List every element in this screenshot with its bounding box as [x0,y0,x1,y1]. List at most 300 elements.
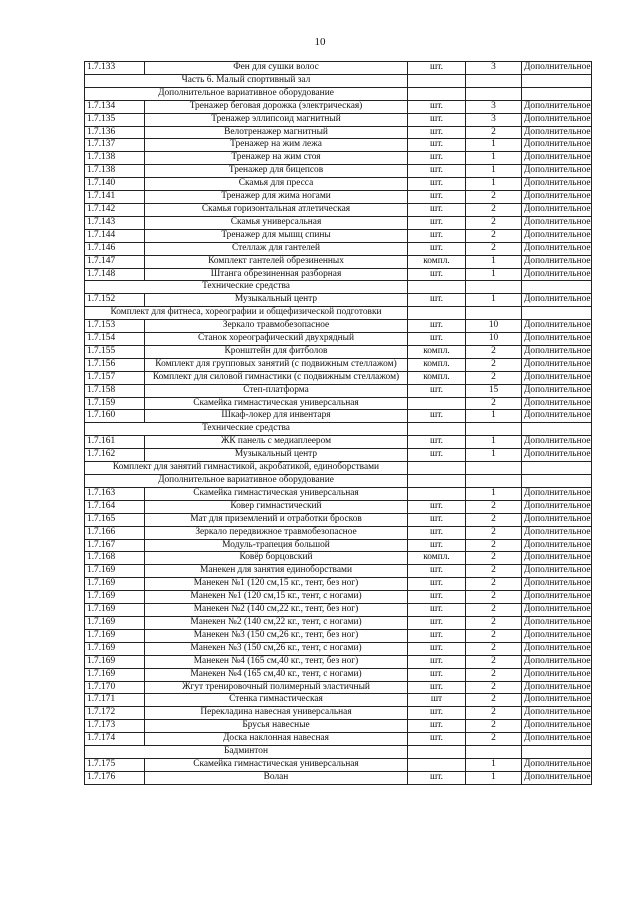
item-name: Манекен для занятия единоборствами [145,565,408,578]
item-category: Дополнительное [522,113,592,126]
table-row [85,629,592,642]
item-quantity: 10 [466,333,522,346]
empty-cell [522,475,592,488]
table-row [85,591,592,604]
table-row [85,578,592,591]
item-number: 1.7.176 [85,771,145,784]
empty-cell [408,462,466,475]
item-unit: шт. [408,203,466,216]
item-quantity: 2 [466,539,522,552]
empty-cell [522,307,592,320]
item-quantity: 2 [466,126,522,139]
item-unit: шт. [408,268,466,281]
item-name: Тренажер эллипсоид магнитный [145,113,408,126]
item-number: 1.7.133 [85,62,145,75]
item-unit: шт. [408,513,466,526]
item-number: 1.7.166 [85,526,145,539]
empty-cell [408,746,466,759]
item-number: 1.7.159 [85,397,145,410]
item-number: 1.7.173 [85,720,145,733]
item-name: Манекен №1 (120 см,15 кг., тент, с ногами) [145,591,408,604]
item-name: Тренажер для жима ногами [145,191,408,204]
item-unit: шт. [408,681,466,694]
item-number: 1.7.140 [85,178,145,191]
table-row [85,642,592,655]
item-name: Велотренажер магнитный [145,126,408,139]
table-row [85,165,592,178]
item-number: 1.7.162 [85,449,145,462]
item-unit: шт. [408,526,466,539]
table-row [85,539,592,552]
item-name: Скамья для пресса [145,178,408,191]
item-category: Дополнительное [522,513,592,526]
item-number: 1.7.141 [85,191,145,204]
item-category: Дополнительное [522,758,592,771]
item-name: Штанга обрезиненная разборная [145,268,408,281]
item-number: 1.7.169 [85,578,145,591]
item-category: Дополнительное [522,100,592,113]
item-name: Комплект гантелей обрезиненных [145,255,408,268]
item-unit: компл. [408,345,466,358]
item-quantity: 3 [466,62,522,75]
item-quantity: 1 [466,771,522,784]
item-category: Дополнительное [522,616,592,629]
item-name: Манекен №4 (165 см,40 кг., тент, с ногами) [145,668,408,681]
table-row [85,229,592,242]
item-category: Дополнительное [522,384,592,397]
item-number: 1.7.169 [85,591,145,604]
item-number: 1.7.157 [85,371,145,384]
table-row [85,655,592,668]
table-row [85,62,592,75]
item-category: Дополнительное [522,565,592,578]
table-row [85,500,592,513]
item-name: Стенка гимнастическая [145,694,408,707]
item-number: 1.7.169 [85,655,145,668]
item-unit: шт. [408,733,466,746]
item-name: Ковёр борцовский [145,552,408,565]
item-category: Дополнительное [522,294,592,307]
item-name: Станок хореографический двухрядный [145,333,408,346]
item-quantity: 2 [466,526,522,539]
empty-cell [408,87,466,100]
table-row [85,397,592,410]
item-category: Дополнительное [522,371,592,384]
item-category: Дополнительное [522,629,592,642]
item-number: 1.7.169 [85,616,145,629]
item-name: Тренажер для мышц спины [145,229,408,242]
item-quantity: 2 [466,552,522,565]
item-number: 1.7.168 [85,552,145,565]
item-name: Манекен №3 (150 см,26 кг., тент, с ногами) [145,642,408,655]
item-number: 1.7.163 [85,487,145,500]
table-row [85,268,592,281]
item-unit: шт. [408,113,466,126]
table-row [85,384,592,397]
item-quantity: 1 [466,268,522,281]
table-row [85,707,592,720]
item-quantity: 1 [466,410,522,423]
section-row [85,307,592,320]
item-name: Скамейка гимнастическая универсальная [145,487,408,500]
table-row [85,771,592,784]
item-unit: шт. [408,642,466,655]
item-quantity: 1 [466,487,522,500]
item-number: 1.7.167 [85,539,145,552]
empty-cell [466,462,522,475]
item-name: Манекен №4 (165 см,40 кг., тент, без ног) [145,655,408,668]
item-unit: компл. [408,358,466,371]
item-unit [408,397,466,410]
section-title: Технические средства [85,423,408,436]
table-row [85,191,592,204]
item-unit: шт. [408,333,466,346]
item-name: Брусья навесные [145,720,408,733]
item-name: Скамейка гимнастическая универсальная [145,758,408,771]
item-unit: шт. [408,539,466,552]
item-unit: шт. [408,139,466,152]
item-unit: шт. [408,294,466,307]
table-row [85,333,592,346]
item-quantity: 2 [466,565,522,578]
table-row [85,694,592,707]
item-quantity: 2 [466,578,522,591]
table-row [85,139,592,152]
empty-cell [522,74,592,87]
item-unit: шт. [408,449,466,462]
empty-cell [522,746,592,759]
table-row [85,758,592,771]
item-name: Музыкальный центр [145,294,408,307]
item-name: Стеллаж для гантелей [145,242,408,255]
item-unit: шт. [408,384,466,397]
item-unit: шт. [408,242,466,255]
item-category: Дополнительное [522,216,592,229]
section-title: Комплект для фитнеса, хореографии и общефизической подготовки [85,307,408,320]
item-unit: шт. [408,100,466,113]
item-unit: компл. [408,255,466,268]
table-row [85,242,592,255]
table-row [85,720,592,733]
item-unit: шт. [408,62,466,75]
section-title: Технические средства [85,281,408,294]
item-number: 1.7.154 [85,333,145,346]
empty-cell [522,281,592,294]
table-row [85,203,592,216]
item-quantity: 2 [466,513,522,526]
item-category: Дополнительное [522,152,592,165]
empty-cell [466,74,522,87]
item-quantity: 2 [466,733,522,746]
item-number: 1.7.148 [85,268,145,281]
empty-cell [466,307,522,320]
item-category: Дополнительное [522,733,592,746]
item-unit: шт. [408,616,466,629]
page-number: 10 [314,36,326,48]
table-row [85,681,592,694]
item-unit: шт. [408,320,466,333]
table-row [85,552,592,565]
table-row [85,410,592,423]
item-number: 1.7.160 [85,410,145,423]
item-quantity: 2 [466,668,522,681]
item-category: Дополнительное [522,487,592,500]
item-quantity: 1 [466,165,522,178]
item-category: Дополнительное [522,500,592,513]
item-quantity: 2 [466,397,522,410]
item-unit: шт. [408,216,466,229]
item-unit: компл. [408,371,466,384]
table-row [85,668,592,681]
item-unit: шт. [408,152,466,165]
item-quantity: 1 [466,139,522,152]
table-row [85,152,592,165]
section-row [85,281,592,294]
item-unit: шт. [408,565,466,578]
empty-cell [408,475,466,488]
item-number: 1.7.165 [85,513,145,526]
item-number: 1.7.144 [85,229,145,242]
item-number: 1.7.169 [85,668,145,681]
item-quantity: 2 [466,358,522,371]
equipment-table-body [85,62,592,785]
item-quantity: 2 [466,707,522,720]
item-name: Скамейка гимнастическая универсальная [145,397,408,410]
item-category: Дополнительное [522,229,592,242]
item-unit: шт. [408,629,466,642]
table-row [85,113,592,126]
item-number: 1.7.170 [85,681,145,694]
item-unit: шт. [408,178,466,191]
item-category: Дополнительное [522,139,592,152]
item-name: Жгут тренировочный полимерный эластичный [145,681,408,694]
item-quantity: 2 [466,655,522,668]
item-category: Дополнительное [522,178,592,191]
item-name: Музыкальный центр [145,449,408,462]
item-category: Дополнительное [522,668,592,681]
item-unit: шт. [408,771,466,784]
item-quantity: 2 [466,345,522,358]
item-number: 1.7.146 [85,242,145,255]
item-number: 1.7.174 [85,733,145,746]
empty-cell [466,423,522,436]
item-unit: шт. [408,191,466,204]
item-quantity: 2 [466,681,522,694]
section-row [85,746,592,759]
item-category: Дополнительное [522,203,592,216]
table-row [85,604,592,617]
item-category: Дополнительное [522,358,592,371]
item-name: Скамья универсальная [145,216,408,229]
item-quantity: 2 [466,229,522,242]
item-unit: шт. [408,578,466,591]
item-name: Тренажер на жим стоя [145,152,408,165]
item-quantity: 1 [466,255,522,268]
item-quantity: 15 [466,384,522,397]
item-quantity: 3 [466,100,522,113]
table-row [85,616,592,629]
item-number: 1.7.171 [85,694,145,707]
section-row [85,475,592,488]
item-category: Дополнительное [522,242,592,255]
section-row [85,423,592,436]
item-number: 1.7.164 [85,500,145,513]
item-quantity: 2 [466,591,522,604]
item-quantity: 2 [466,616,522,629]
empty-cell [408,74,466,87]
item-number: 1.7.138 [85,165,145,178]
item-quantity: 1 [466,152,522,165]
item-number: 1.7.172 [85,707,145,720]
item-category: Дополнительное [522,126,592,139]
item-category: Дополнительное [522,436,592,449]
empty-cell [408,423,466,436]
item-unit: шт. [408,410,466,423]
empty-cell [408,307,466,320]
item-category: Дополнительное [522,707,592,720]
item-number: 1.7.143 [85,216,145,229]
empty-cell [408,281,466,294]
item-quantity: 1 [466,178,522,191]
section-title: Часть 6. Малый спортивный зал [85,74,408,87]
item-number: 1.7.134 [85,100,145,113]
item-category: Дополнительное [522,397,592,410]
item-quantity: 2 [466,191,522,204]
item-category: Дополнительное [522,165,592,178]
item-category: Дополнительное [522,255,592,268]
item-name: Ковер гимнастический [145,500,408,513]
item-category: Дополнительное [522,655,592,668]
item-quantity: 1 [466,758,522,771]
table-row [85,178,592,191]
item-category: Дополнительное [522,333,592,346]
table-row [85,294,592,307]
item-name: ЖК панель с медиаплеером [145,436,408,449]
item-number: 1.7.135 [85,113,145,126]
empty-cell [466,281,522,294]
item-category: Дополнительное [522,62,592,75]
item-name: Перекладина навесная универсальная [145,707,408,720]
section-title: Дополнительное вариативное оборудование [85,87,408,100]
table-row [85,371,592,384]
item-category: Дополнительное [522,771,592,784]
item-unit: шт. [408,165,466,178]
table-row [85,255,592,268]
item-unit: шт. [408,604,466,617]
item-category: Дополнительное [522,345,592,358]
table-row [85,358,592,371]
empty-cell [466,475,522,488]
item-quantity: 1 [466,449,522,462]
item-category: Дополнительное [522,552,592,565]
item-name: Волан [145,771,408,784]
section-title: Дополнительное вариативное оборудование [85,475,408,488]
item-unit [408,758,466,771]
equipment-table [84,61,592,785]
item-quantity: 2 [466,500,522,513]
table-row [85,100,592,113]
section-title: Бадминтон [85,746,408,759]
item-name: Модуль-трапеция большой [145,539,408,552]
item-quantity: 2 [466,242,522,255]
table-row [85,436,592,449]
empty-cell [522,423,592,436]
table-row [85,565,592,578]
item-category: Дополнительное [522,191,592,204]
item-quantity: 2 [466,203,522,216]
item-unit: компл. [408,552,466,565]
item-unit [408,487,466,500]
table-row [85,320,592,333]
item-quantity: 10 [466,320,522,333]
item-name: Мат для приземлений и отработки бросков [145,513,408,526]
item-category: Дополнительное [522,720,592,733]
item-category: Дополнительное [522,268,592,281]
item-unit: шт. [408,720,466,733]
item-category: Дополнительное [522,539,592,552]
item-name: Комплект для силовой гимнастики (с подвижным стеллажом) [145,371,408,384]
item-number: 1.7.158 [85,384,145,397]
item-number: 1.7.147 [85,255,145,268]
item-number: 1.7.142 [85,203,145,216]
item-number: 1.7.137 [85,139,145,152]
item-category: Дополнительное [522,410,592,423]
item-number: 1.7.169 [85,604,145,617]
item-name: Тренажер на жим лежа [145,139,408,152]
item-category: Дополнительное [522,526,592,539]
item-name: Комплект для групповых занятий (с подвижным стеллажом) [145,358,408,371]
item-name: Степ-платформа [145,384,408,397]
table-row [85,487,592,500]
table-row [85,216,592,229]
item-quantity: 2 [466,216,522,229]
item-unit: шт. [408,655,466,668]
item-number: 1.7.175 [85,758,145,771]
item-quantity: 3 [466,113,522,126]
item-number: 1.7.161 [85,436,145,449]
table-row [85,526,592,539]
item-number: 1.7.169 [85,642,145,655]
item-name: Манекен №3 (150 см,26 кг., тент, без ног) [145,629,408,642]
item-number: 1.7.136 [85,126,145,139]
item-category: Дополнительное [522,681,592,694]
item-number: 1.7.152 [85,294,145,307]
item-category: Дополнительное [522,604,592,617]
item-unit: шт. [408,668,466,681]
section-row [85,74,592,87]
item-quantity: 1 [466,436,522,449]
item-name: Манекен №2 (140 см,22 кг., тент, с ногами) [145,616,408,629]
item-quantity: 2 [466,604,522,617]
table-row [85,513,592,526]
item-quantity: 2 [466,642,522,655]
item-unit: шт [408,694,466,707]
section-row [85,87,592,100]
item-quantity: 2 [466,720,522,733]
item-name: Скамья горизонтальная атлетическая [145,203,408,216]
item-quantity: 1 [466,294,522,307]
item-unit: шт. [408,229,466,242]
item-unit: шт. [408,500,466,513]
item-quantity: 2 [466,371,522,384]
item-name: Шкаф-локер для инвентаря [145,410,408,423]
item-unit: шт. [408,126,466,139]
item-number: 1.7.153 [85,320,145,333]
item-category: Дополнительное [522,578,592,591]
item-category: Дополнительное [522,449,592,462]
empty-cell [466,87,522,100]
item-number: 1.7.169 [85,565,145,578]
